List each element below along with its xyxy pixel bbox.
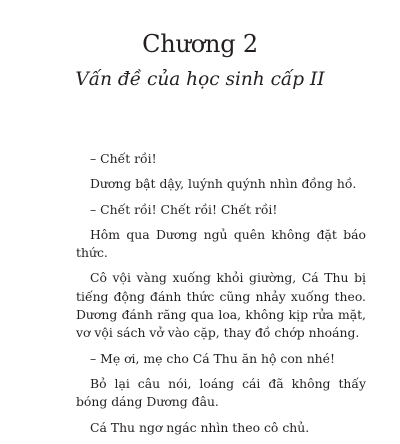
paragraph: Dương bật dậy, luýnh quýnh nhìn đồng hồ. [90,176,357,192]
paragraph: Bỏ lại câu nói, loáng cái đã không thấy bóng dáng Dương đâu. [76,375,366,410]
chapter-subtitle: Vấn đề của học sinh cấp II [75,69,325,90]
paragraph: Hôm qua Dương ngủ quên không đặt báo thức. [76,226,366,261]
chapter-body [76,150,366,444]
paragraph: – Chết rồi! Chết rồi! Chết rồi! [90,201,278,217]
paragraph: – Mẹ ơi, mẹ cho Cá Thu ăn hộ con nhé! [90,350,335,366]
chapter-title: Chương 2 [142,30,258,58]
paragraph: Cô vội vàng xuống khỏi giường, Cá Thu bị tiếng động đánh thức cũng nhảy xuống theo. Dương đánh răng qua loa, không kịp rửa mặt, vơ vội sách vở vào cặp, thay đồ chớp nhoáng. [76,270,366,341]
paragraph: Cá Thu ngơ ngác nhìn theo cô chủ. [90,419,310,435]
paragraph: – Chết rồi! [90,151,157,166]
